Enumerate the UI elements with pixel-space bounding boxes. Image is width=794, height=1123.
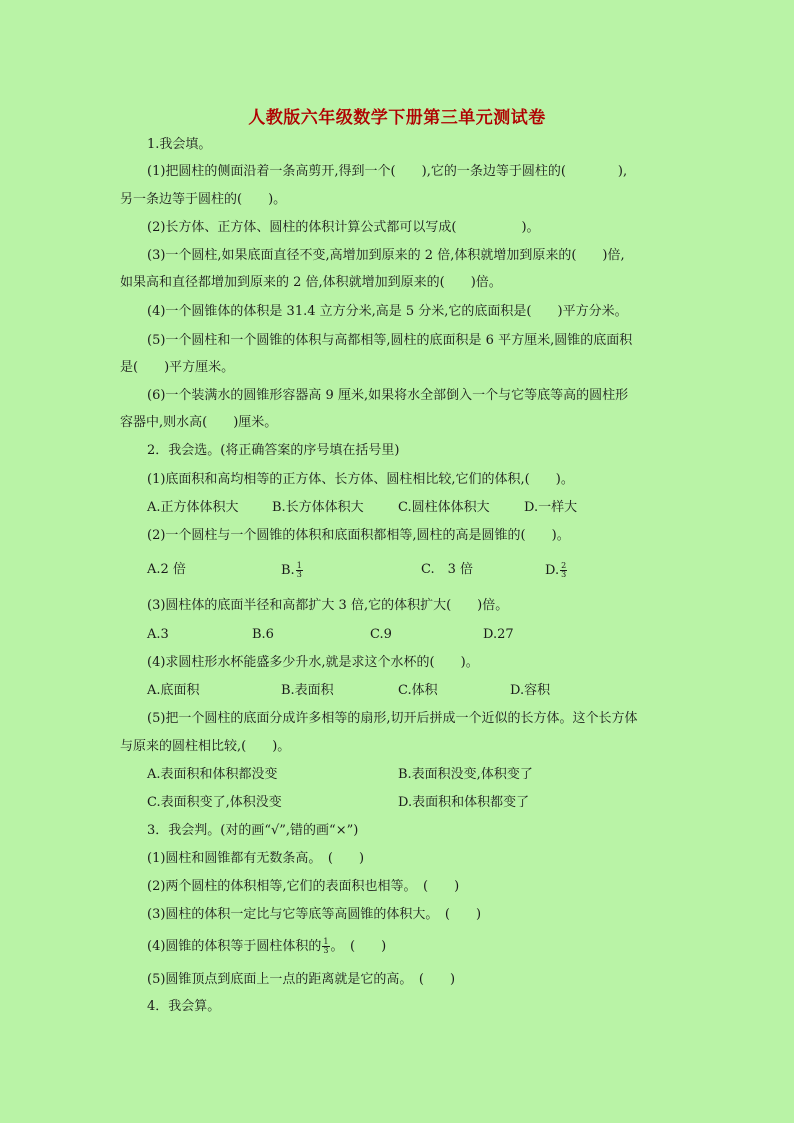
s2-q1-option-b: B.长方体体积大 (272, 500, 364, 515)
s2-q2-option-b-label: B. (281, 563, 295, 578)
s2-q4: (4)求圆柱形水杯能盛多少升水,就是求这个水杯的( )。 (147, 655, 479, 670)
s2-q5-line1: (5)把一个圆柱的底面分成许多相等的扇形,切开后拼成一个近似的长方体。这个长方体 (147, 711, 638, 726)
s1-q3-line2: 如果高和直径都增加到原来的 2 倍,体积就增加到原来的( )倍。 (120, 275, 502, 290)
s1-q3-line1: (3)一个圆柱,如果底面直径不变,高增加到原来的 2 倍,体积就增加到原来的( )倍, (147, 248, 625, 263)
s2-q3: (3)圆柱体的底面半径和高都扩大 3 倍,它的体积扩大( )倍。 (147, 598, 509, 613)
fraction-denominator: 3 (296, 570, 302, 579)
s2-q4-option-d: D.容积 (510, 683, 551, 698)
two-thirds-fraction (560, 562, 567, 579)
one-third-fraction (296, 562, 303, 579)
s2-q3-option-d: D.27 (483, 627, 514, 642)
s2-q5-line2: 与原来的圆柱相比较,( )。 (120, 739, 291, 754)
fraction-denominator: 3 (561, 570, 567, 579)
s3-q3: (3)圆柱的体积一定比与它等底等高圆锥的体积大。 ( ) (147, 907, 482, 922)
s1-q1-line2: 另一条边等于圆柱的( )。 (120, 192, 287, 207)
section-4-heading: 4．我会算。 (147, 999, 221, 1014)
s3-q1: (1)圆柱和圆锥都有无数条高。 ( ) (147, 851, 365, 866)
section-1-heading: 1.我会填。 (147, 137, 212, 152)
s2-q2: (2)一个圆柱与一个圆锥的体积和底面积都相等,圆柱的高是圆锥的( )。 (147, 528, 570, 543)
s1-q6-line2: 容器中,则水高( )厘米。 (120, 415, 278, 430)
s1-q6-line1: (6)一个装满水的圆锥形容器高 9 厘米,如果将水全部倒入一个与它等底等高的圆柱形 (147, 388, 629, 403)
s2-q1: (1)底面积和高均相等的正方体、长方体、圆柱相比较,它们的体积,( )。 (147, 472, 574, 487)
s2-q1-option-c: C.圆柱体体积大 (398, 500, 490, 515)
fraction-denominator: 3 (323, 946, 329, 955)
s1-q1-line1: (1)把圆柱的侧面沿着一条高剪开,得到一个( ),它的一条边等于圆柱的( ), (147, 164, 628, 179)
s2-q2-option-a: A.2 倍 (147, 562, 186, 577)
s2-q2-option-d-label: D. (545, 563, 560, 578)
s3-q2: (2)两个圆柱的体积相等,它们的表面积也相等。 ( ) (147, 879, 460, 894)
s2-q2-option-d (545, 562, 568, 579)
s1-q2: (2)长方体、正方体、圆柱的体积计算公式都可以写成( )。 (147, 220, 540, 235)
section-2-heading: 2．我会选。(将正确答案的序号填在括号里) (147, 443, 400, 458)
s2-q2-option-c: C. 3 倍 (421, 562, 474, 577)
s2-q3-option-b: B.6 (252, 627, 274, 642)
s2-q5-option-d: D.表面积和体积都变了 (398, 795, 530, 810)
s3-q5: (5)圆锥顶点到底面上一点的距离就是它的高。 ( ) (147, 972, 456, 987)
s2-q4-option-b: B.表面积 (281, 683, 334, 698)
s2-q5-option-a: A.表面积和体积都没变 (147, 767, 278, 782)
s2-q1-option-d: D.一样大 (524, 500, 578, 515)
s2-q4-option-a: A.底面积 (147, 683, 200, 698)
s3-q4-text: (4)圆锥的体积等于圆柱体积的 (147, 939, 322, 954)
s2-q3-option-c: C.9 (370, 627, 392, 642)
s2-q3-option-a: A.3 (147, 627, 169, 642)
s2-q4-option-c: C.体积 (398, 683, 438, 698)
section-3-heading: 3．我会判。(对的画“√”,错的画“×”) (147, 823, 359, 838)
s3-q4 (147, 938, 386, 955)
s2-q2-option-b (281, 562, 304, 579)
s2-q1-option-a: A.正方体体积大 (147, 500, 239, 515)
s2-q5-option-b: B.表面积没变,体积变了 (398, 767, 533, 782)
s2-q5-option-c: C.表面积变了,体积没变 (147, 795, 282, 810)
s1-q5-line2: 是( )平方厘米。 (120, 360, 235, 375)
one-third-fraction (322, 938, 329, 955)
s3-q4-brackets: 。 ( ) (330, 939, 387, 954)
fraction-numerator: 1 (323, 937, 329, 946)
fraction-numerator: 2 (561, 561, 567, 570)
page-title: 人教版六年级数学下册第三单元测试卷 (248, 108, 546, 128)
s1-q5-line1: (5)一个圆柱和一个圆锥的体积与高都相等,圆柱的底面积是 6 平方厘米,圆锥的底面积 (147, 333, 633, 348)
s1-q4: (4)一个圆锥体的体积是 31.4 立方分米,高是 5 分米,它的底面积是( )平方分米。 (147, 304, 628, 319)
fraction-numerator: 1 (296, 561, 302, 570)
